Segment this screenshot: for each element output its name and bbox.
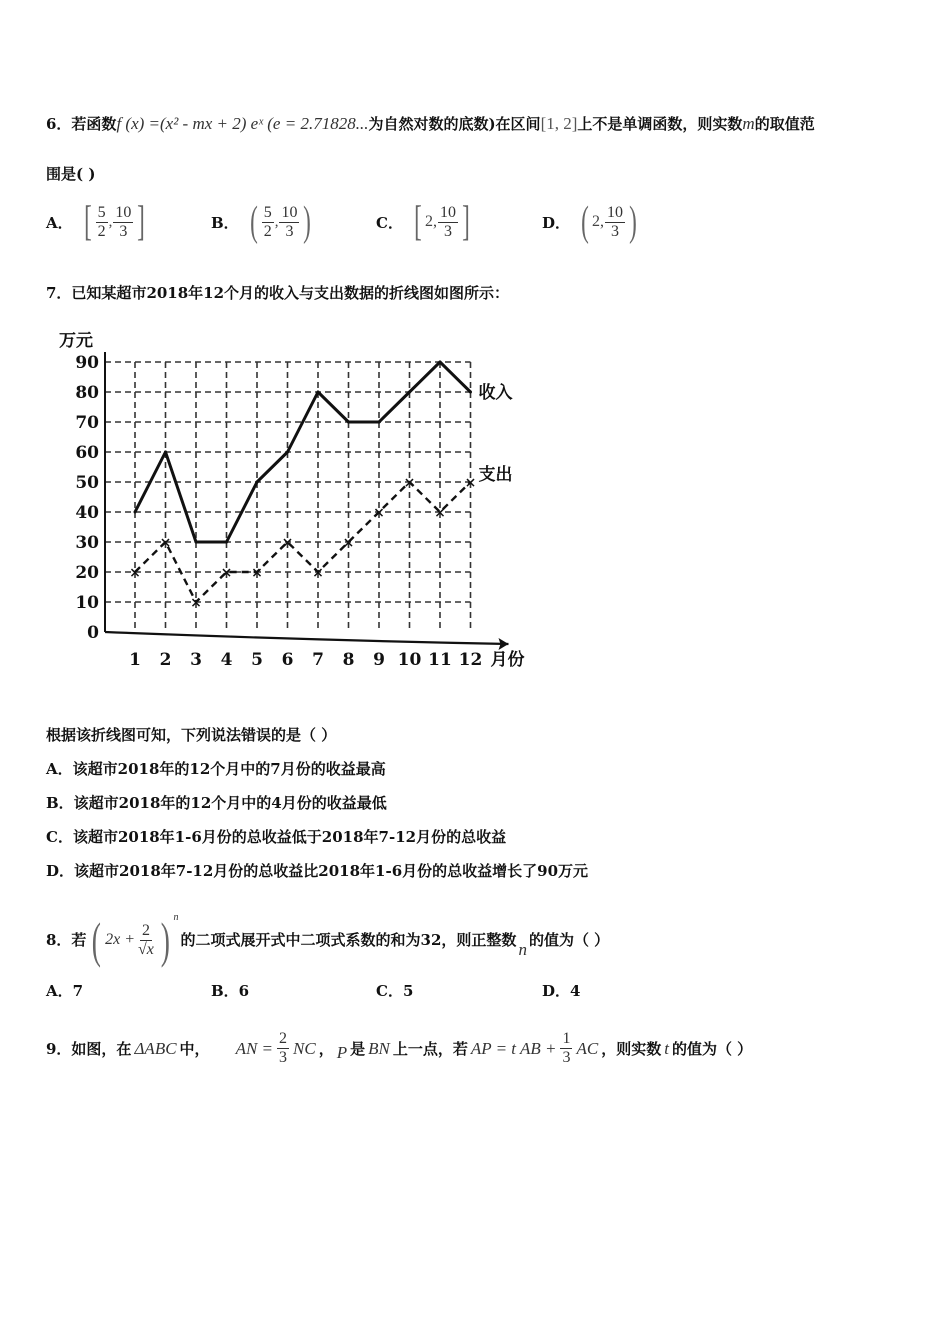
numerator: 5 [97, 203, 106, 221]
data-point: × [220, 565, 233, 581]
denominator: √x [138, 940, 154, 958]
q6-line1 [46, 114, 815, 134]
close-bracket: ) [303, 199, 312, 245]
data-point [378, 421, 381, 424]
y-tick-label: 10 [75, 593, 99, 613]
q9-text: 中， [179, 1039, 210, 1058]
numerator: 2 [141, 921, 150, 939]
data-point: × [342, 535, 355, 551]
x-tick-label: 2 [159, 650, 172, 670]
q7-stem: 7．已知某超市2018年12个月的收入与支出数据的折线图如图所示： [46, 284, 510, 302]
denominator: 3 [285, 222, 294, 240]
interval-expression [578, 200, 640, 244]
denominator: 2 [97, 222, 106, 240]
x-tick-label: 9 [373, 650, 385, 670]
data-point [256, 481, 259, 484]
q8-text: 的二项式展开式中二项式系数的和为32，则正整数 [180, 931, 517, 949]
data-point [164, 451, 167, 454]
x-tick-label: 5 [251, 650, 263, 670]
data-point: × [403, 475, 416, 491]
q8-option-d[interactable]: D．4 [542, 982, 581, 1000]
q9-vector-ap: AP = t AB + [470, 1038, 557, 1058]
q9-fraction-2 [560, 1030, 572, 1067]
series-label: 支出 [478, 465, 513, 485]
data-point: × [373, 505, 385, 521]
q9-var-t: t [664, 1038, 669, 1058]
interval-expression: [ $\frac{5}{2}$ , $\frac{10}{3}$ ] [83, 199, 146, 245]
interval-left: 2, [424, 213, 437, 230]
data-point [134, 511, 137, 514]
q6-interval: [1, 2] [540, 114, 578, 133]
q6-line2: 围是( ) [46, 165, 96, 183]
open-bracket: [ [414, 199, 422, 245]
numerator: 1 [562, 1030, 571, 1047]
x-tick-label: 12 [458, 650, 483, 670]
data-point [439, 361, 442, 364]
data-point [225, 541, 228, 544]
fraction [438, 204, 458, 241]
q9-fraction-1 [277, 1030, 289, 1067]
chart-series [129, 361, 476, 612]
data-point [408, 391, 411, 394]
open-bracket: ( [249, 199, 258, 245]
y-tick-label: 20 [75, 563, 99, 583]
y-tick-label: 40 [75, 503, 99, 523]
x-tick-label: 3 [190, 650, 202, 670]
q6-option-c[interactable] [376, 200, 473, 244]
q6-option-a[interactable] [46, 200, 148, 244]
option-label: B． [211, 213, 239, 232]
q6-var-m: m [742, 114, 755, 133]
chart-grid [105, 362, 471, 632]
data-point: × [434, 505, 446, 521]
data-point: × [312, 565, 324, 581]
q8-var-n: n [518, 940, 527, 959]
numerator: 10 [439, 203, 456, 221]
denominator: 3 [119, 222, 128, 240]
y-tick-label: 30 [75, 533, 99, 553]
x-tick-label: 11 [428, 650, 452, 670]
y-axis-label: 万元 [59, 331, 93, 351]
close-bracket: ] [137, 199, 146, 245]
q6-option-d[interactable] [542, 200, 640, 244]
fraction [279, 204, 299, 241]
y-tick-label: 50 [75, 473, 99, 493]
fraction [605, 204, 625, 241]
option-label: A． [46, 213, 73, 232]
denominator: 3 [562, 1049, 571, 1066]
q8-line [46, 912, 610, 968]
y-tick-label: 90 [75, 353, 99, 373]
q9-text: 上一点，若 [392, 1039, 468, 1058]
option-label: C． [376, 213, 403, 232]
q9-text: 是 [350, 1039, 366, 1058]
q8-term: 2x + [105, 931, 135, 948]
x-tick-label: 10 [397, 650, 422, 670]
x-tick-label: 6 [281, 650, 294, 670]
open-bracket: [ [83, 199, 92, 245]
q9-text: ，则实数 [601, 1039, 662, 1058]
data-point [347, 421, 350, 424]
interval-expression [411, 200, 473, 244]
fraction [262, 204, 274, 241]
q9-vector-an: AN = [235, 1038, 274, 1058]
fraction [96, 204, 108, 241]
q7-option-d[interactable]: D．该超市2018年7-12月份的总收益比2018年1-6月份的总收益增长了90万元 [46, 862, 589, 880]
interval-left: 2, [592, 213, 605, 230]
q8-text-tail: 的值为（ ） [528, 931, 610, 949]
y-tick-label: 60 [75, 443, 99, 463]
q9-vector-ac: AC [576, 1038, 599, 1058]
data-point [195, 541, 198, 544]
q8-option-b[interactable]: B．6 [211, 982, 250, 1000]
numerator: 2 [279, 1030, 288, 1047]
denominator: 3 [279, 1049, 288, 1066]
numerator: 10 [115, 203, 132, 221]
q7-question: 根据该折线图可知，下列说法错误的是（ ） [46, 726, 337, 744]
q7-option-a[interactable]: A．该超市2018年的12个月中的7月份的收益最高 [46, 760, 386, 778]
y-tick-label: 0 [87, 623, 99, 643]
series-label: 收入 [478, 383, 513, 403]
data-point: × [190, 595, 202, 611]
q6-text-tail: 上不是单调函数，则实数 [577, 115, 743, 133]
open-bracket: ( [581, 199, 589, 245]
q8-option-c[interactable]: C．5 [376, 982, 414, 1000]
q8-binomial: ( 2x + $\frac{2}{√x}$ ) $^n$ [88, 918, 178, 962]
q8-exponent: n [173, 912, 179, 923]
chart-labels [59, 331, 525, 670]
data-point: × [464, 475, 477, 491]
data-point: × [159, 535, 172, 551]
data-point: × [251, 565, 263, 581]
interval-expression: ( $\frac{5}{2}$ , $\frac{10}{3}$ ) [249, 199, 312, 245]
x-tick-label: 7 [312, 650, 324, 670]
q8-option-a[interactable]: A．7 [46, 982, 84, 1000]
q9-segment-bn: BN [368, 1038, 390, 1058]
denominator: 2 [263, 222, 272, 240]
close-bracket: ] [462, 199, 470, 245]
q6-number: 6．若函数 [46, 115, 117, 133]
y-tick-label: 80 [75, 383, 99, 403]
q6-text-tail2: 的取值范 [754, 115, 815, 133]
x-tick-label: 1 [129, 650, 141, 670]
denominator: 3 [611, 222, 620, 240]
q7-option-c[interactable]: C．该超市2018年1-6月份的总收益低于2018年7-12月份的总收益 [46, 828, 507, 846]
q9-vector-nc: NC [293, 1038, 316, 1058]
denominator: 3 [443, 222, 452, 240]
x-axis-label: 月份 [490, 650, 525, 670]
q8-fraction [136, 922, 156, 959]
x-tick-label: 8 [342, 650, 355, 670]
close-bracket: ) [629, 199, 637, 245]
q9-line [46, 1030, 752, 1067]
q6-text-mid: 为自然对数的底数)在区间 [368, 115, 541, 133]
y-tick-label: 70 [75, 413, 99, 433]
data-point [469, 391, 472, 394]
data-point [286, 451, 289, 454]
data-point: × [281, 535, 294, 551]
numerator: 10 [281, 203, 298, 221]
q6-option-b[interactable] [211, 200, 314, 244]
q9-text-tail: 的值为（ ） [671, 1039, 753, 1058]
numerator: 5 [263, 203, 272, 221]
numerator: 10 [607, 203, 624, 221]
x-tick-label: 4 [220, 650, 233, 670]
data-point: × [129, 565, 141, 581]
q7-option-b[interactable]: B．该超市2018年的12个月中的4月份的收益最低 [46, 794, 387, 812]
q9-comma: ， [318, 1039, 334, 1058]
q9-point-p: P [336, 1042, 348, 1062]
income-expense-line-chart [50, 322, 540, 682]
option-label: D． [542, 213, 571, 232]
q9-number: 9．如图，在 [46, 1039, 132, 1058]
fraction [113, 204, 133, 241]
data-point [317, 391, 320, 394]
q9-triangle: ΔABC [134, 1038, 177, 1058]
q6-function: f (x) =(x² - mx + 2) eˣ (e = 2.71828... [116, 114, 369, 133]
x-axis [105, 632, 509, 644]
q8-number: 8．若 [46, 931, 87, 949]
